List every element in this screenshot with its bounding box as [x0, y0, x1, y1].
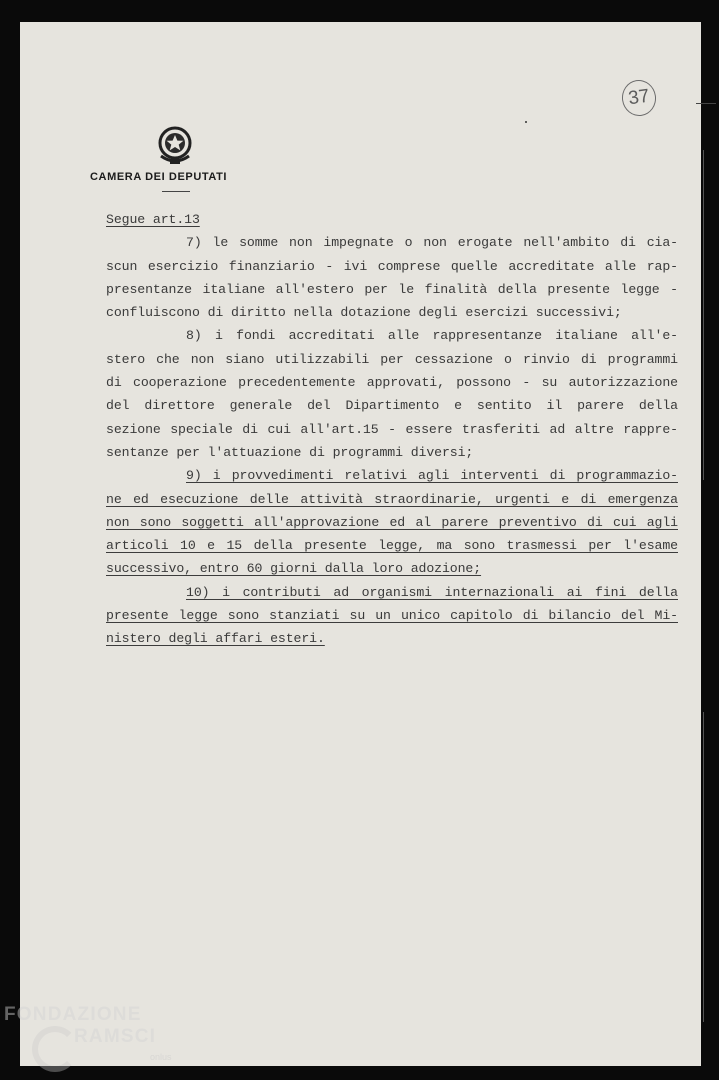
header-rule	[162, 191, 190, 192]
body-line-text: 7) le somme non impegnate o non erogate nell'ambito di cia-	[186, 235, 678, 251]
body-line-text: 10) i contributi ad organismi internazionali ai fini della	[186, 584, 678, 600]
institution-name: CAMERA DEI DEPUTATI	[90, 171, 228, 183]
page-number-stamp: 37	[620, 78, 659, 118]
body-line-text: presentanze italiane all'estero per le finalità della presente legge -	[106, 281, 678, 297]
body-line	[106, 255, 678, 278]
body-line	[106, 534, 678, 557]
body-line-text: 8) i fondi accreditati alle rappresentanze italiane all'e-	[186, 328, 678, 344]
body-line	[106, 348, 678, 371]
body-line-text: del direttore generale del Dipartimento e sentito il parere della	[106, 398, 678, 414]
body-line	[106, 464, 678, 487]
body-line	[106, 324, 678, 347]
ink-dot	[525, 121, 527, 123]
margin-line	[703, 150, 704, 480]
watermark-g-logo	[32, 1026, 78, 1072]
body-line	[106, 627, 678, 650]
body-line	[106, 394, 678, 417]
body-line-text: successivo, entro 60 giorni dalla loro adozione;	[106, 561, 482, 577]
body-line-text: di cooperazione precedentemente approvati, possono - su autorizzazione	[106, 375, 678, 391]
body-line	[106, 231, 678, 254]
body-line	[106, 301, 678, 324]
body-line-text: sezione speciale di cui all'art.15 - essere trasferiti ad altre rappre-	[106, 421, 678, 437]
body-line-text: non sono soggetti all'approvazione ed al parere preventivo di cui agli	[106, 514, 678, 530]
section-heading-text: Segue art.13	[106, 212, 200, 227]
body-line-text: scun esercizio finanziario - ivi comprese quelle accreditate alle rap-	[106, 258, 678, 274]
body-line	[106, 418, 678, 441]
body-line	[106, 511, 678, 534]
body-line-text: sentanze per l'attuazione di programmi diversi;	[106, 444, 474, 460]
watermark-line2: RAMSCI	[74, 1026, 157, 1047]
body-line-text: nistero degli affari esteri.	[106, 631, 325, 647]
body-line-text: presente legge sono stanziati su un unico capitolo di bilancio del Mi-	[106, 608, 678, 624]
body-line	[106, 441, 678, 464]
body-line	[106, 278, 678, 301]
body-line	[106, 371, 678, 394]
body-line-text: articoli 10 e 15 della presente legge, ma sono trasmessi per l'esame	[106, 538, 678, 554]
watermark-line3: onlus	[150, 1052, 172, 1062]
document-body	[106, 208, 678, 651]
body-line-text: stero che non siano utilizzabili per cessazione o rinvio di programmi	[106, 351, 678, 367]
watermark-line1: FONDAZIONE	[4, 1004, 142, 1025]
body-line-text: 9) i provvedimenti relativi agli interventi di programmazio-	[186, 468, 678, 484]
body-line-text: confluiscono di diritto nella dotazione degli esercizi successivi;	[106, 305, 622, 321]
section-heading	[106, 208, 678, 231]
foundation-watermark	[4, 1000, 184, 1080]
body-line-text: ne ed esecuzione delle attività straordinarie, urgenti e di emergenza	[106, 491, 678, 507]
body-line	[106, 488, 678, 511]
body-line	[106, 604, 678, 627]
margin-line	[703, 712, 704, 1022]
corner-mark	[696, 103, 716, 104]
body-line	[106, 557, 678, 580]
italian-republic-emblem-icon	[155, 124, 195, 168]
body-line	[106, 581, 678, 604]
body-lines	[106, 231, 678, 650]
